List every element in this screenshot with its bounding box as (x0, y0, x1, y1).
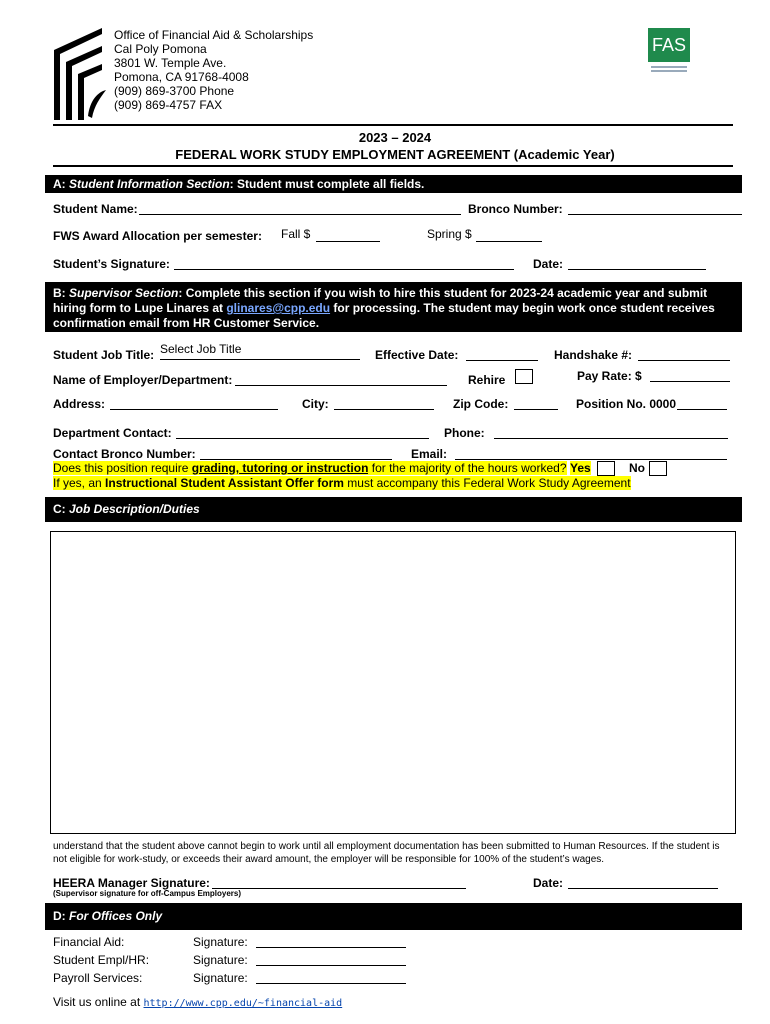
zip-field[interactable] (514, 409, 558, 410)
hr-email-link[interactable]: glinares@cpp.edu (226, 301, 331, 315)
office-row-label: Student Empl/HR: (53, 953, 150, 967)
cpp-logo (50, 20, 108, 120)
heading-line2-post: for processing. The student may begin work once student receives (330, 301, 715, 315)
effective-date-field[interactable] (466, 360, 538, 361)
city-field[interactable] (334, 409, 434, 410)
heading-italic: For Offices Only (69, 909, 163, 923)
fws-award-label: FWS Award Allocation per semester: (53, 229, 262, 243)
employer-label: Name of Employer/Department: (53, 373, 233, 387)
student-name-field[interactable] (139, 214, 461, 215)
title-rule (53, 165, 733, 167)
fas-logo-text: FAS (648, 28, 690, 62)
heading-line1: : Complete this section if you wish to hire this student for 2023-24 academic year and submit (178, 286, 708, 300)
section-c-heading (45, 497, 742, 522)
heading-prefix: A: (53, 177, 69, 191)
position-label: Position No. 0000 (576, 397, 677, 411)
office-row-sig-label: Signature: (193, 971, 248, 985)
section-d-heading (45, 903, 742, 930)
fas-logo (648, 28, 690, 76)
job-title-select[interactable] (160, 342, 360, 360)
office-line: Office of Financial Aid & Scholarships (114, 28, 314, 42)
dept-contact-label: Department Contact: (53, 426, 172, 440)
understand-line-1: understand that the student above cannot begin to work until all employment documentation has been submitted to Human Resources. If the student is (53, 841, 720, 852)
yes-checkbox[interactable] (597, 461, 615, 476)
office-line: (909) 869-4757 FAX (114, 98, 223, 112)
office-line: Pomona, CA 91768-4008 (114, 70, 249, 84)
contact-bronco-label: Contact Bronco Number: (53, 447, 196, 461)
city-label: City: (302, 397, 329, 411)
no-checkbox[interactable] (649, 461, 667, 476)
heera-date-field[interactable] (568, 888, 718, 889)
spring-amount-field[interactable] (476, 241, 542, 242)
handshake-field[interactable] (638, 360, 730, 361)
phone-field[interactable] (494, 438, 728, 439)
job-title-value: Select Job Title (160, 342, 242, 356)
fall-amount-field[interactable] (316, 241, 380, 242)
understand-line-2: not eligible for work-study, or exceeds their award amount, the employer will be responsible for 100% of the student’s wages. (53, 854, 605, 865)
rehire-checkbox[interactable] (515, 369, 533, 384)
zip-label: Zip Code: (453, 397, 509, 411)
heading-prefix: D: (53, 909, 69, 923)
dept-contact-field[interactable] (176, 438, 429, 439)
email-field[interactable] (455, 459, 727, 460)
visit-text: Visit us online at (53, 995, 144, 1009)
bronco-number-label: Bronco Number: (468, 202, 563, 216)
footer-visit (53, 995, 342, 1009)
office-line: Cal Poly Pomona (114, 42, 207, 56)
office-row-sig-label: Signature: (193, 935, 248, 949)
heera-signature-field[interactable] (212, 888, 466, 889)
office-row-sig-field[interactable] (256, 947, 406, 948)
office-row-label: Payroll Services: (53, 971, 143, 985)
heading-prefix: C: (53, 502, 69, 516)
no-label: No (629, 461, 645, 475)
phone-label: Phone: (444, 426, 485, 440)
pay-rate-label: Pay Rate: $ (577, 369, 642, 383)
office-line: (909) 869-3700 Phone (114, 84, 235, 98)
fall-label: Fall $ (281, 227, 311, 241)
isa-question (53, 461, 567, 475)
office-row-sig-field[interactable] (256, 983, 406, 984)
address-label: Address: (53, 397, 106, 411)
heading-line3: confirmation email from HR Customer Service. (53, 316, 320, 330)
question-post: for the majority of the hours worked? (368, 461, 567, 475)
student-date-field[interactable] (568, 269, 706, 270)
heera-label: HEERA Manager Signature: (53, 876, 210, 890)
position-field[interactable] (677, 409, 727, 410)
handshake-label: Handshake #: (554, 348, 633, 362)
student-name-label: Student Name: (53, 202, 138, 216)
website-link[interactable]: http://www.cpp.edu/~financial-aid (143, 998, 343, 1009)
section-b-heading (45, 282, 742, 332)
office-row-sig-label: Signature: (193, 953, 248, 967)
yes-label: Yes (570, 461, 591, 475)
heading-italic: Student Information Section (69, 177, 230, 191)
question-pre: Does this position require (53, 461, 192, 475)
ifyes-post: must accompany this Federal Work Study Agreement (343, 476, 631, 490)
spring-label: Spring $ (427, 227, 472, 241)
student-signature-field[interactable] (174, 269, 514, 270)
heading-line2-pre: hiring form to Lupe Linares at (53, 301, 227, 315)
job-title-label: Student Job Title: (53, 348, 155, 362)
office-address (114, 28, 313, 112)
office-row-label: Financial Aid: (53, 935, 125, 949)
student-date-label: Date: (533, 257, 564, 271)
form-title: FEDERAL WORK STUDY EMPLOYMENT AGREEMENT (Academic Year) (175, 147, 615, 162)
student-signature-label: Student’s Signature: (53, 257, 170, 271)
address-field[interactable] (110, 409, 278, 410)
heading-prefix: B: (53, 286, 69, 300)
office-line: 3801 W. Temple Ave. (114, 56, 227, 70)
heera-date-label: Date: (533, 876, 564, 890)
ifyes-bold: Instructional Student Assistant Offer form (105, 476, 344, 490)
rehire-label: Rehire (468, 373, 506, 387)
email-label: Email: (411, 447, 448, 461)
ifyes-pre: If yes, an (53, 476, 106, 490)
heading-italic: Supervisor Section (69, 286, 179, 300)
office-row-sig-field[interactable] (256, 965, 406, 966)
heera-sub-label: (Supervisor signature for off-Campus Employers) (53, 889, 242, 898)
effective-date-label: Effective Date: (375, 348, 459, 362)
heading-rest: : Student must complete all fields. (229, 177, 425, 191)
contact-bronco-field[interactable] (200, 459, 392, 460)
heading-italic: Job Description/Duties (69, 502, 200, 516)
question-link: grading, tutoring or instruction (191, 461, 369, 475)
job-description-textarea[interactable] (50, 531, 736, 834)
employer-field[interactable] (235, 385, 447, 386)
isa-note (53, 476, 631, 490)
header-rule (53, 124, 733, 126)
pay-rate-field[interactable] (650, 381, 730, 382)
form-year: 2023 – 2024 (358, 130, 432, 145)
section-a-heading (45, 175, 742, 193)
bronco-number-field[interactable] (568, 214, 742, 215)
